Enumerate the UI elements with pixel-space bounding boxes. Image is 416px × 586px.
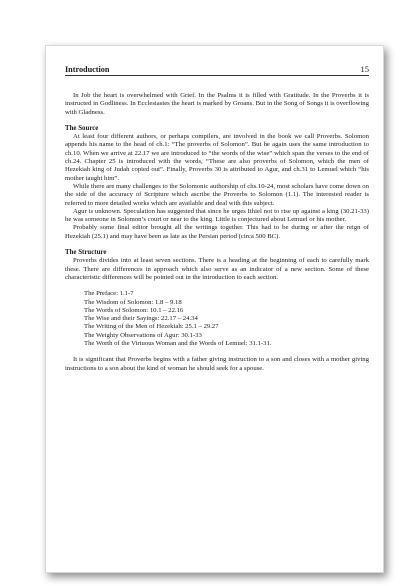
intro-paragraph: In Job the heart is overwhelmed with Grief. In the Psalms it is filled with Gratitude. In the Proverbs it is instructed in Godliness. In Ecclesiastes the heart is marked by Groans. But in the Song of Songs it is overflowing with Gladness. bbox=[65, 92, 369, 116]
section-heading-source: The Source bbox=[65, 124, 99, 132]
outline-item: The Weighty Observations of Agur: 30.1-33 bbox=[84, 331, 202, 339]
structure-paragraph: Proverbs divides into at least seven sections. There is a heading at the beginning of each to carefully mark these. There are differences in approach which also serve as an indicator of a new section. Some of these characteristic differences will be pointed out in the introduction to each section. bbox=[65, 257, 369, 281]
source-paragraph: Probably some final editor brought all the writings together. This had to be during or after the reign of Hezekiah (25.1) and may have been as late as the Persian period (circa 500 BC). bbox=[65, 224, 369, 240]
outline-item: The Worth of the Virtuous Woman and the Words of Lemuel: 31.1-31. bbox=[84, 340, 272, 348]
outline-item: The Writing of the Men of Hezekiah: 25.1 – 29.27 bbox=[84, 323, 219, 331]
source-paragraph: At least four different authors, or perhaps compilers, are involved in the book we call Proverbs. Solomon appends his name to the head of ch.1: “The proverbs of Solomon”. But he again uses the same introduction to ch.10. When we arrive at 22.17 we are introduced to “the words of the wise” which span the verses to the end of ch.24. Chapter 25 is introduced with the words, “These are also proverbs of Solomon, which the men of Hezekiah king of Judah copied out”. Finally, Proverbs 30 is attributed to Agur, and ch.31 to Lemuel which “his mother taught him”. bbox=[65, 133, 369, 182]
outline-item: The Words of Solomon: 10.1 – 22.16 bbox=[84, 306, 184, 314]
source-paragraph: Agur is unknown. Speculation has suggested that since he urges Ithiel not to rise up against a king (30.21-33) he was someone in Solomon’s court or near to the king. Little is conjectured about Lemuel or his mother. bbox=[65, 207, 369, 224]
page-number: 15 bbox=[360, 64, 369, 74]
chapter-title: Introduction bbox=[65, 65, 110, 74]
running-header bbox=[65, 64, 369, 76]
closing-paragraph: It is significant that Proverbs begins with a father giving instruction to a son and closes with a mother giving instructions to a son about the kind of woman he should seek for a spouse. bbox=[65, 356, 369, 372]
source-paragraph: While there are many challenges to the Solomonic authorship of chs.10-24, most scholars have come down on the side of the accuracy of Scripture which ascribe the Proverbs to Solomon (1.1). The interested reader is referred to more detailed works which are available and deal with this subject. bbox=[65, 182, 369, 207]
section-outline-list bbox=[84, 290, 369, 348]
outline-item: The Preface: 1.1-7 bbox=[84, 290, 134, 298]
page-content bbox=[65, 64, 369, 373]
document-page bbox=[45, 45, 384, 573]
outline-item: The Wise and their Sayings: 22.17 – 24.34 bbox=[84, 315, 198, 323]
section-heading-structure: The Structure bbox=[65, 249, 107, 257]
outline-item: The Wisdom of Solomon: 1.8 – 9.18 bbox=[84, 298, 182, 306]
